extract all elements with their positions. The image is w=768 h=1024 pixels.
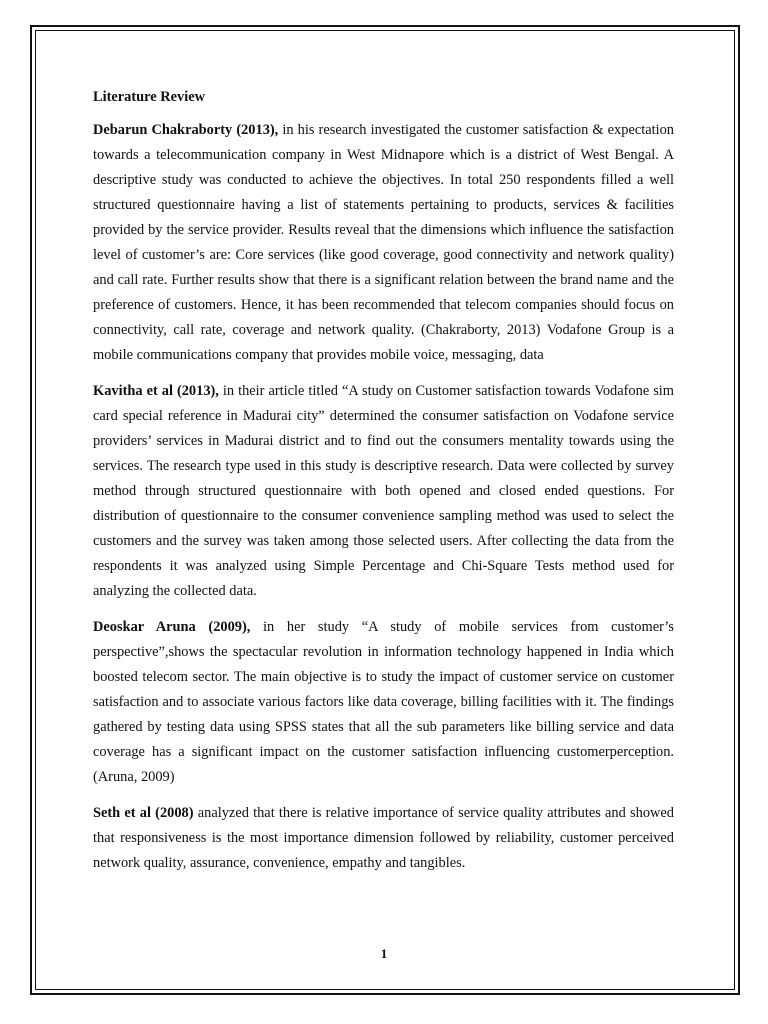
author-citation: Seth et al (2008) <box>93 805 194 821</box>
paragraph-text: in their article titled “A study on Customer satisfaction towards Vodafone sim card special reference in Madurai city” determined the consumer satisfaction on Vodafone service providers’ services in Madurai district and to find out the consumers mentality towards using the services. The research type used in this study is descriptive research. Data were collected by survey method through structured questionnaire with both opened and closed ended questions. For distribution of questionnaire to the consumer convenience sampling method was used to select the customers and the survey was taken among those selected users. After collecting the data from the respondents it was analyzed using Simple Percentage and Chi-Square Tests method used for analyzing the collected data. <box>93 383 675 599</box>
paragraph-kavitha <box>93 379 674 604</box>
paragraph-seth <box>93 801 674 876</box>
paragraph-chakraborty <box>93 118 674 368</box>
page-number: 1 <box>380 946 388 961</box>
paragraph-text: in her study “A study of mobile services from customer’s perspective”,shows the spectacular revolution in information technology happened in India which boosted telecom sector. The main objective is to study the impact of customer service on customer satisfaction and to associate various factors like data coverage, billing facilities with it. The findings gathered by testing data using SPSS states that all the sub parameters like billing service and data coverage has a significant impact on the customer satisfaction influencing customerperception. (Aruna, 2009) <box>93 619 675 785</box>
paragraph-text: analyzed that there is relative importance of service quality attributes and showed that responsiveness is the most importance dimension followed by reliability, customer perceived network quality, assurance, convenience, empathy and tangibles. <box>93 805 675 871</box>
document-body <box>93 85 674 887</box>
paragraph-text: in his research investigated the customer satisfaction & expectation towards a telecommunication company in West Midnapore which is a district of West Bengal. A descriptive study was conducted to achieve the objectives. In total 250 respondents filled a well structured questionnaire having a list of statements pertaining to products, services & facilities provided by the service provider. Results reveal that the dimensions which influence the satisfaction level of customer’s are: Core services (like good coverage, good connectivity and network quality) and call rate. Further results show that there is a significant relation between the brand name and the preference of customers. Hence, it has been recommended that telecom companies should focus on connectivity, call rate, coverage and network quality. (Chakraborty, 2013) Vodafone Group is a mobile communications company that provides mobile voice, messaging, data <box>93 122 674 363</box>
author-citation: Kavitha et al (2013), <box>93 383 219 399</box>
author-citation: Deoskar Aruna (2009), <box>93 619 251 635</box>
author-citation: Debarun Chakraborty (2013), <box>93 122 279 138</box>
section-heading: Literature Review <box>93 89 206 105</box>
paragraph-aruna <box>93 615 674 790</box>
